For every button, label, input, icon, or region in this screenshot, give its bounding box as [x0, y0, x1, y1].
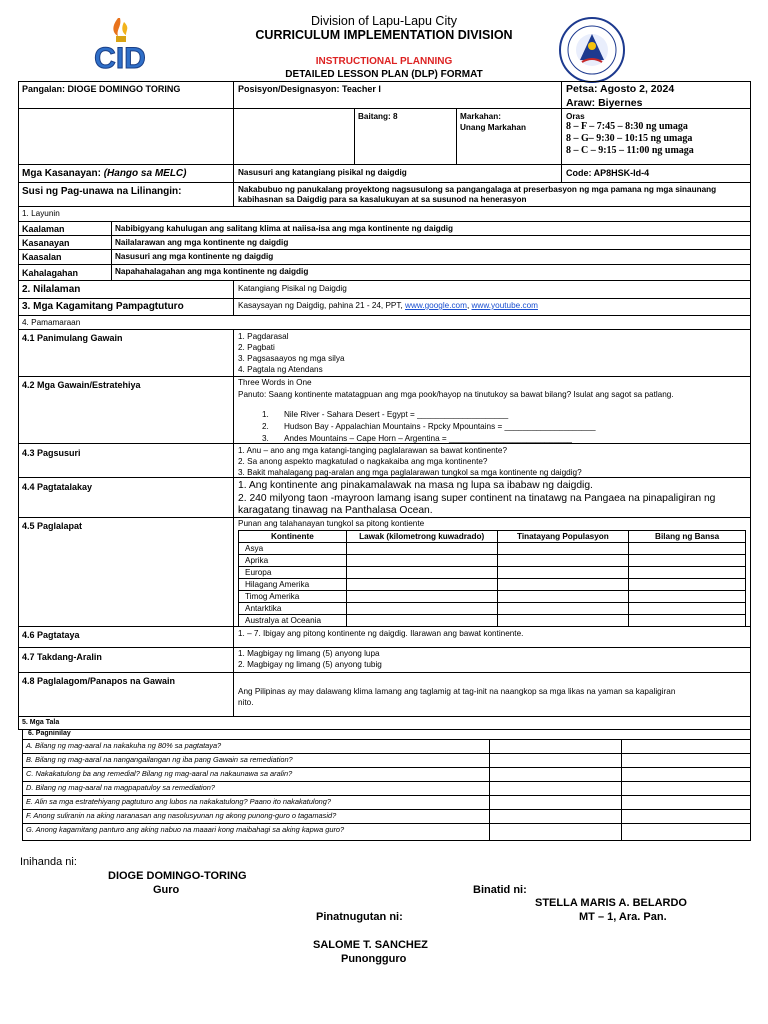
- objectives-label: 1. Layunin: [22, 209, 60, 218]
- activity-4-2-item: Hudson Bay - Appalachian Mountains - Rpcky Mpountains = ____________________: [284, 422, 596, 431]
- schedule-2: 8 – G– 9:30 – 10:15 ng umaga: [566, 133, 693, 144]
- section-title: INSTRUCTIONAL PLANNING: [315, 56, 453, 67]
- activity-4-3-label: 4.3 Pagsusuri: [22, 448, 81, 458]
- continent-name: Antarktika: [239, 603, 347, 615]
- grade-level: Baitang: 8: [358, 112, 398, 121]
- procedure-label: 4. Pamamaraan: [22, 318, 81, 327]
- continents-table: [238, 530, 746, 627]
- schedule-3: 8 – C – 9:15 – 11:00 ng umaga: [566, 145, 694, 156]
- activity-4-8-line1: Ang Pilipinas ay may dalawang klima lamang ang taglamig at tag-init na naangkop sa mga likas na yaman sa kapaligiran: [238, 687, 676, 696]
- objective-domain-3: Kaasalan: [22, 252, 62, 262]
- activity-4-1-label: 4.1 Panimulang Gawain: [22, 333, 123, 343]
- objective-text-1: Nabibigyang kahulugan ang salitang klima at naiisa-isa ang mga kontinente ng daigdig: [115, 224, 454, 233]
- table-row: [239, 591, 746, 603]
- activity-4-5-label: 4.5 Paglalapat: [22, 521, 83, 531]
- activity-4-7-item: 1. Magbigay ng limang (5) anyong lupa: [238, 649, 380, 658]
- competency-code: Code: AP8HSK-Id-4: [566, 168, 650, 178]
- quarter-value: Unang Markahan: [460, 123, 526, 132]
- objective-domain-4: Kahalagahan: [22, 268, 79, 278]
- checked-by-name: STELLA MARIS A. BELARDO: [535, 897, 687, 909]
- reflection-item: E. Alin sa mga estratehiyang pagtuturo ang lubos na nakakatulong? Paano ito nakakatulong?: [26, 797, 332, 806]
- competency-label: Mga Kasanayan: (Hango sa MELC): [22, 168, 187, 179]
- continent-name: Europa: [239, 567, 347, 579]
- activity-4-3-item: 1. Anu – ano ang mga katangi-tanging paglalarawan sa bawat kontinente?: [238, 446, 508, 455]
- activity-4-6-label: 4.6 Pagtataya: [22, 630, 80, 640]
- remarks-label: 5. Mga Tala: [22, 719, 60, 726]
- lesson-day: Araw: Biyernes: [566, 97, 643, 109]
- activity-4-7-item: 2. Magbigay ng limang (5) anyong tubig: [238, 660, 382, 669]
- activity-4-4-item2-cont: karagatang tinawag na Panthalasa Ocean.: [238, 505, 433, 516]
- activity-4-5-instruction: Punan ang talahanayan tungkol sa pitong kontiente: [238, 519, 425, 528]
- table-row: [239, 567, 746, 579]
- col-header: Tinatayang Populasyon: [497, 531, 629, 543]
- table-row: [239, 615, 746, 627]
- objective-domain-1: Kaalaman: [22, 224, 65, 234]
- reflection-item: A. Bilang ng mag-aaral na nakakuha ng 80% sa pagtataya?: [26, 741, 222, 750]
- noted-by-label: Pinatnugutan ni:: [316, 911, 403, 923]
- noted-by-name: SALOME T. SANCHEZ: [313, 939, 428, 951]
- activity-4-8-line2: nito.: [238, 698, 254, 707]
- noted-by-title: Punongguro: [341, 953, 407, 965]
- activity-4-2-item: Nile River - Sahara Desert - Egypt = ____________________: [284, 410, 509, 419]
- table-row: [239, 543, 746, 555]
- teacher-name: Pangalan: DIOGE DOMINGO TORING: [22, 84, 181, 94]
- reflection-item: F. Anong suliranin na aking naranasan ang nasolusyunan ng akong punong-guro o tagamasid?: [26, 811, 337, 820]
- col-header: Lawak (kilometrong kuwadrado): [346, 531, 497, 543]
- google-link[interactable]: www.google.com: [405, 301, 467, 310]
- activity-4-7-label: 4.7 Takdang-Aralin: [22, 652, 102, 662]
- prepared-by-label: Inihanda ni:: [20, 856, 77, 868]
- key-understanding-label: Susi ng Pag-unawa na Lilinangin:: [22, 186, 182, 197]
- teacher-position: Posisyon/Designasyon: Teacher I: [238, 84, 381, 94]
- activity-4-2-instruction: Panuto: Saang kontinente matatagpuan ang mga pook/hayop na tinutukoy sa bawat bilang? Isulat ang sagot sa patlang.: [238, 390, 674, 399]
- activity-4-2-label: 4.2 Mga Gawain/Estratehiya: [22, 380, 141, 390]
- svg-text:CID: CID: [94, 42, 146, 74]
- col-header: Bilang ng Bansa: [629, 531, 746, 543]
- office-name: CURRICULUM IMPLEMENTATION DIVISION: [255, 28, 513, 42]
- activity-4-1-item: 2. Pagbati: [238, 343, 275, 352]
- activity-4-1-item: 1. Pagdarasal: [238, 332, 289, 341]
- reflection-item: D. Bilang ng mag-aaral na magpapatuloy sa remediation?: [26, 783, 215, 792]
- activity-4-3-item: 2. Sa anong aspekto magkatulad o nagkakaiba ang mga kontinente?: [238, 457, 488, 466]
- continent-name: Asya: [239, 543, 347, 555]
- activity-4-2-item: Andes Mountains – Cape Horn – Argentina = ___________________________: [284, 434, 572, 443]
- objective-text-2: Nailalarawan ang mga kontinente ng daigdig: [115, 238, 289, 247]
- prepared-by-name: DIOGE DOMINGO-TORING: [108, 870, 247, 882]
- continent-name: Hilagang Amerika: [239, 579, 347, 591]
- continent-name: Australya at Oceania: [239, 615, 347, 627]
- reflection-label: 6. Pagninilay: [28, 730, 71, 737]
- table-row: [239, 603, 746, 615]
- activity-4-4-label: 4.4 Pagtatalakay: [22, 482, 93, 492]
- objective-domain-2: Kasanayan: [22, 238, 70, 248]
- checked-by-label: Binatid ni:: [473, 884, 527, 896]
- checked-by-title: MT – 1, Ara. Pan.: [579, 911, 667, 923]
- reflection-item: G. Anong kagamitang panturo ang aking nabuo na maaari kong maibahagi sa aking kapwa guro?: [26, 825, 345, 834]
- division-name: Division of Lapu-Lapu City: [311, 14, 457, 28]
- activity-4-4-item2: 2. 240 milyong taon -mayroon lamang isang super continent na tinatawg na Pangaea na pinapaligiran ng: [238, 493, 716, 504]
- continent-name: Timog Amerika: [239, 591, 347, 603]
- reflection-item: B. Bilang ng mag-aaral na nangangailangan ng iba pang Gawain sa remediation?: [26, 755, 293, 764]
- competency-text: Nasusuri ang katangiang pisikal ng daigdig: [238, 168, 407, 177]
- col-header: Kontinente: [239, 531, 347, 543]
- activity-4-8-label: 4.8 Paglalagom/Panapos na Gawain: [22, 676, 176, 686]
- table-row: [239, 579, 746, 591]
- activity-4-6-text: 1. – 7. Ibigay ang pitong kontinente ng daigdig. Ilarawan ang bawat kontinente.: [238, 629, 524, 638]
- activity-4-2-num: 2.: [262, 422, 269, 431]
- objective-text-3: Nasusuri ang mga kontinente ng daigdig: [115, 252, 274, 261]
- key-understanding-line2: kabihasnan sa Daigdig para sa kasalukuyan at sa susunod na henerasyon: [238, 195, 527, 204]
- activity-4-2-num: 1.: [262, 410, 269, 419]
- schedule-1: 8 – F – 7:45 – 8:30 ng umaga: [566, 121, 688, 132]
- youtube-link[interactable]: www.youtube.com: [471, 301, 538, 310]
- activity-4-4-item1: 1. Ang kontinente ang pinakamalawak na masa ng lupa sa ibabaw ng daigdig.: [238, 480, 593, 491]
- format-title: DETAILED LESSON PLAN (DLP) FORMAT: [285, 69, 483, 80]
- activity-4-3-item: 3. Bakit mahalagang pag-aralan ang mga paglalarawan tungkol sa mga kontinente ng daigdig?: [238, 468, 582, 477]
- prepared-by-title: Guro: [153, 884, 180, 896]
- materials-text: Kasaysayan ng Daigdig, pahina 21 - 24, PPT, www.google.com, www.youtube.com: [238, 301, 538, 310]
- activity-4-1-item: 4. Pagtala ng Atendans: [238, 365, 323, 374]
- materials-label: 3. Mga Kagamitang Pampagtuturo: [22, 301, 184, 312]
- quarter-label: Markahan:: [460, 112, 501, 121]
- content-label: 2. Nilalaman: [22, 284, 81, 295]
- reflection-item: C. Nakakatulong ba ang remedial? Bilang ng mag-aaral na nakaunawa sa aralin?: [26, 769, 293, 778]
- activity-4-2-title: Three Words in One: [238, 378, 312, 387]
- continent-name: Aprika: [239, 555, 347, 567]
- lesson-date: Petsa: Agosto 2, 2024: [566, 83, 675, 95]
- content-text: Katangiang Pisikal ng Daigdig: [238, 284, 347, 293]
- activity-4-1-item: 3. Pagsasaayos ng mga silya: [238, 354, 345, 363]
- time-label: Oras: [566, 112, 585, 121]
- objective-text-4: Napahahalagahan ang mga kontinente ng daigdig: [115, 267, 309, 276]
- key-understanding-line1: Nakabubuo ng panukalang proyektong nagsusulong sa pangangalaga at preserbasyon ng mga pamana ng mga sinaunang: [238, 185, 717, 194]
- activity-4-2-num: 3.: [262, 434, 269, 443]
- table-row: [239, 555, 746, 567]
